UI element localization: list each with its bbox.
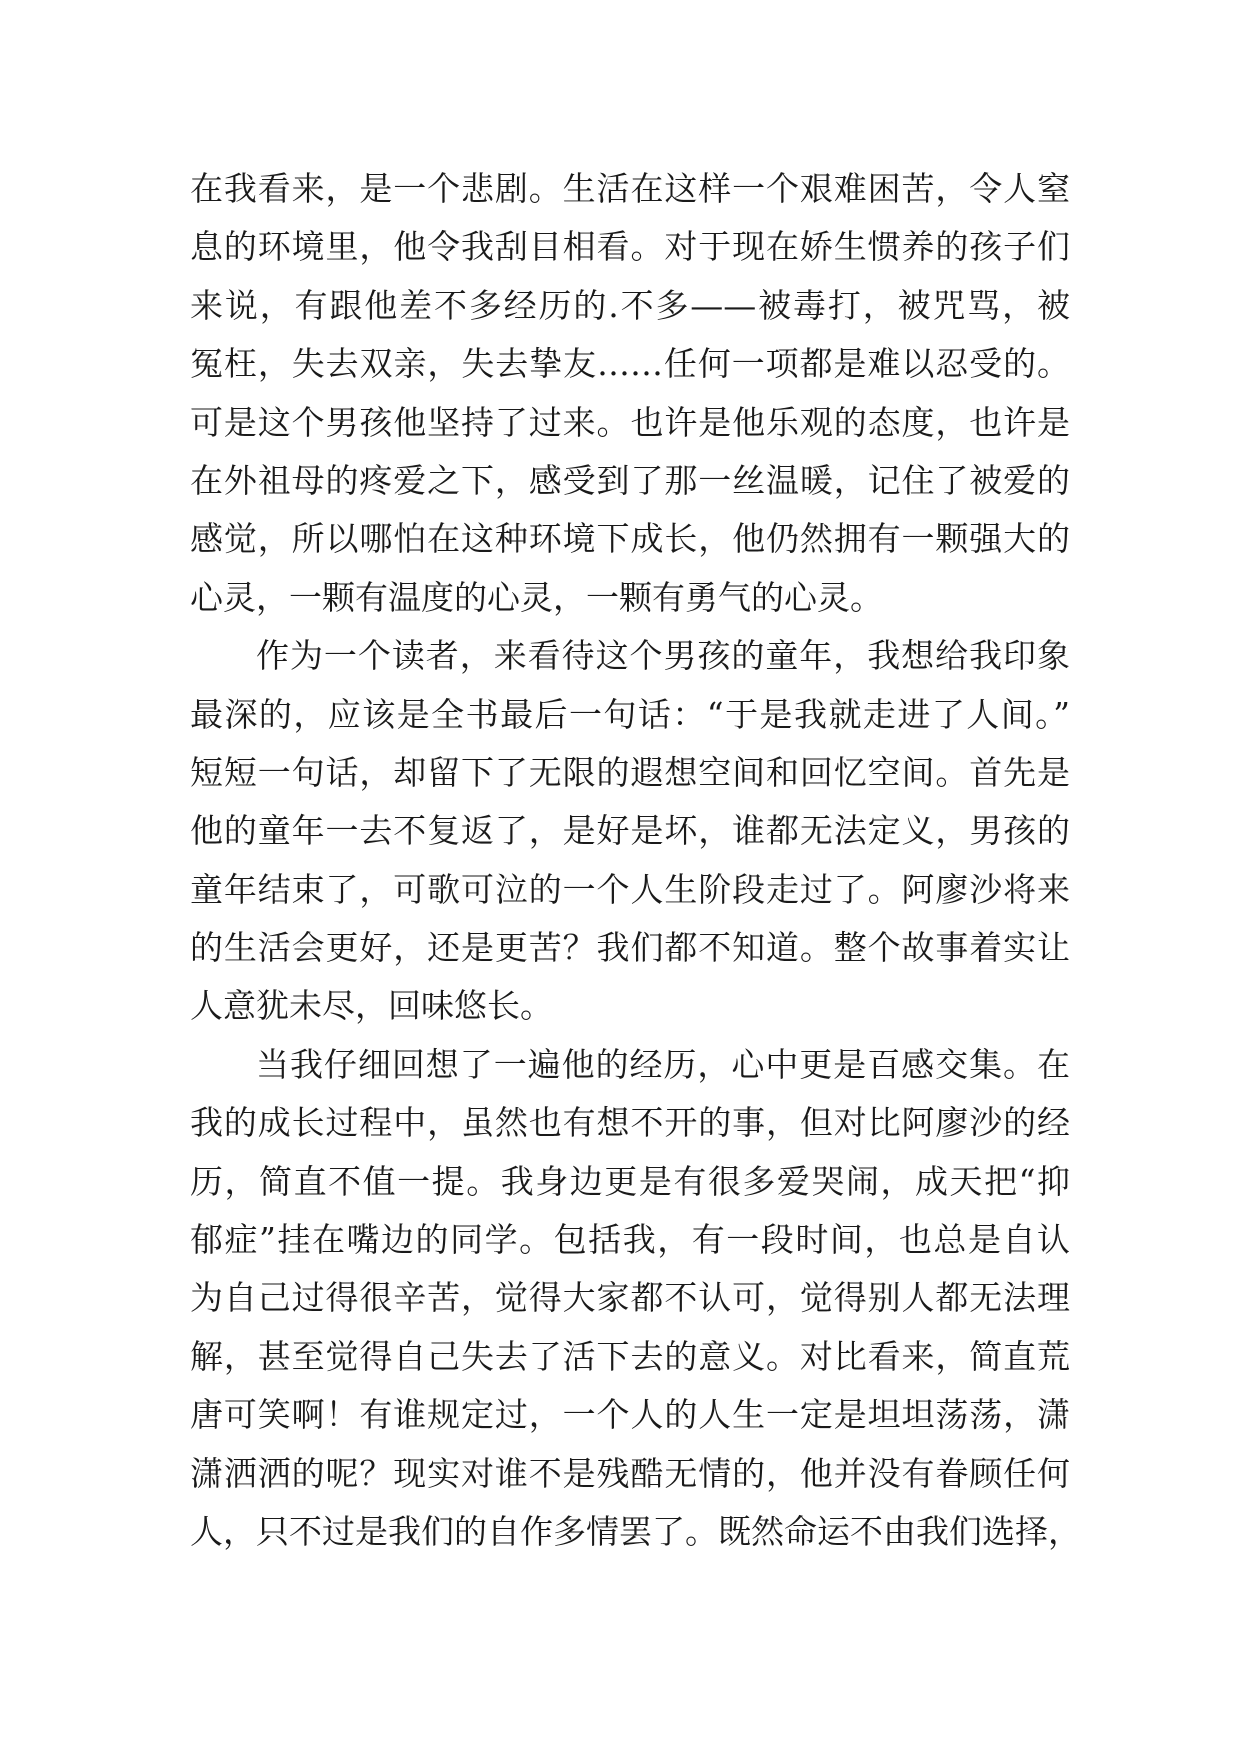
- text-line: 感觉，所以哪怕在这种环境下成长，他仍然拥有一颗强大的: [190, 519, 1070, 559]
- text-line: 为自己过得很辛苦，觉得大家都不认可，觉得别人都无法理: [190, 1278, 1070, 1318]
- text-line: 唐可笑啊！有谁规定过，一个人的人生一定是坦坦荡荡，潇: [190, 1395, 1070, 1435]
- text-line: 我的成长过程中，虽然也有想不开的事，但对比阿廖沙的经: [190, 1103, 1070, 1143]
- text-line: 童年结束了，可歌可泣的一个人生阶段走过了。阿廖沙将来: [190, 869, 1070, 909]
- text-line: 最深的，应该是全书最后一句话：“于是我就走进了人间。”: [190, 694, 1070, 734]
- text-line: 短短一句话，却留下了无限的遐想空间和回忆空间。首先是: [190, 752, 1070, 792]
- text-line: 人意犹未尽，回味悠长。: [190, 986, 553, 1026]
- text-line: 息的环境里，他令我刮目相看。对于现在娇生惯养的孩子们: [190, 227, 1070, 267]
- text-line: 他的童年一去不复返了，是好是坏，谁都无法定义，男孩的: [190, 811, 1070, 851]
- text-line: 心灵，一颗有温度的心灵，一颗有勇气的心灵。: [190, 577, 883, 617]
- paragraph-first-line: 当我仔细回想了一遍他的经历，心中更是百感交集。在: [256, 1044, 1070, 1084]
- text-line: 人，只不过是我们的自作多情罢了。既然命运不由我们选择，: [190, 1511, 1081, 1551]
- text-line: 郁症”挂在嘴边的同学。包括我，有一段时间，也总是自认: [190, 1220, 1070, 1260]
- text-line: 在外祖母的疼爱之下，感受到了那一丝温暖，记住了被爱的: [190, 460, 1070, 500]
- paragraph-first-line: 作为一个读者，来看待这个男孩的童年，我想给我印象: [256, 636, 1070, 676]
- text-line: 的生活会更好，还是更苦？我们都不知道。整个故事着实让: [190, 928, 1070, 968]
- body-text: [190, 160, 1081, 1561]
- text-line: 冤枉，失去双亲，失去挚友……任何一项都是难以忍受的。: [190, 344, 1070, 384]
- text-line: 在我看来，是一个悲剧。生活在这样一个艰难困苦，令人窒: [190, 169, 1070, 208]
- text-line: 解，甚至觉得自己失去了活下去的意义。对比看来，简直荒: [190, 1336, 1070, 1376]
- text-line: 可是这个男孩他坚持了过来。也许是他乐观的态度，也许是: [190, 402, 1070, 442]
- text-line: 历，简直不值一提。我身边更是有很多爱哭闹，成天把“抑: [190, 1161, 1070, 1201]
- text-line: 来说，有跟他差不多经历的.不多——被毒打，被咒骂，被: [190, 285, 1070, 325]
- text-line: 潇洒洒的呢？现实对谁不是残酷无情的，他并没有眷顾任何: [190, 1453, 1070, 1493]
